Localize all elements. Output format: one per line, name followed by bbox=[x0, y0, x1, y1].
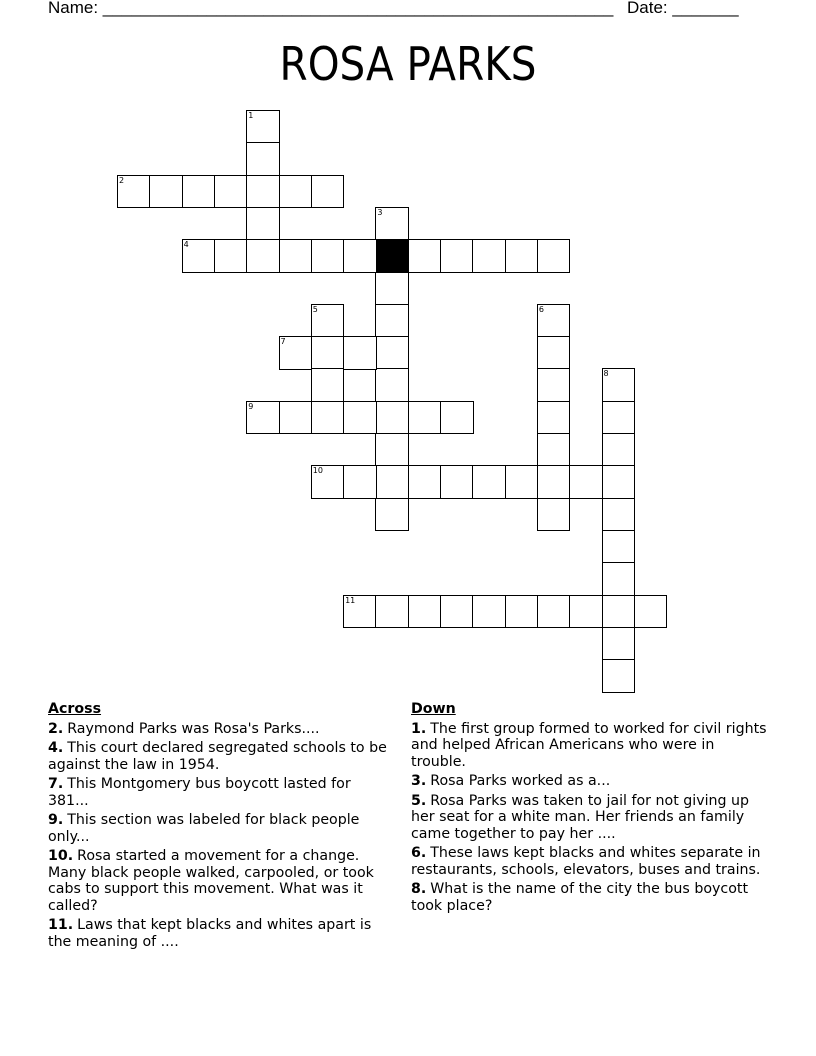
crossword-cell[interactable] bbox=[602, 498, 636, 532]
crossword-cell[interactable] bbox=[505, 595, 539, 629]
clue-number: 3. bbox=[411, 773, 427, 789]
down-heading: Down bbox=[411, 701, 456, 717]
crossword-cell[interactable] bbox=[505, 465, 539, 499]
crossword-cell[interactable] bbox=[602, 659, 636, 693]
blocked-cell bbox=[375, 239, 409, 273]
crossword-cell[interactable] bbox=[408, 465, 442, 499]
crossword-cell[interactable] bbox=[117, 175, 151, 209]
crossword-cell[interactable] bbox=[311, 175, 345, 209]
crossword-cell[interactable] bbox=[602, 433, 636, 467]
cell-number: 3 bbox=[377, 207, 383, 217]
crossword-cell[interactable] bbox=[375, 498, 409, 532]
crossword-cell[interactable] bbox=[279, 401, 313, 435]
across-clue bbox=[48, 721, 393, 738]
across-clue bbox=[48, 917, 393, 950]
crossword-cell[interactable] bbox=[537, 595, 571, 629]
clue-number: 2. bbox=[48, 720, 64, 737]
clue-number: 5. bbox=[411, 792, 427, 809]
across-heading: Across bbox=[48, 701, 102, 717]
crossword-cell[interactable] bbox=[569, 465, 603, 499]
crossword-cell[interactable] bbox=[440, 401, 474, 435]
crossword-cell[interactable] bbox=[182, 239, 216, 273]
across-clue bbox=[48, 740, 393, 773]
clue-number: 9. bbox=[48, 812, 64, 828]
crossword-cell[interactable] bbox=[537, 368, 571, 402]
clue-text: What is the name of the city the bus boycott took place? bbox=[411, 881, 749, 914]
crossword-cell[interactable] bbox=[537, 239, 571, 273]
crossword-cell[interactable] bbox=[311, 336, 345, 370]
down-clue bbox=[411, 793, 771, 843]
clue-text: Rosa Parks was taken to jail for not giving up her seat for a white man. Her friends an family came together to pay her .... bbox=[411, 792, 750, 842]
clue-text: This court declared segregated schools to be against the law in 1954. bbox=[48, 740, 387, 773]
down-clue bbox=[411, 773, 771, 790]
crossword-cell[interactable] bbox=[569, 595, 603, 629]
crossword-cell[interactable] bbox=[279, 239, 313, 273]
crossword-cell[interactable] bbox=[246, 142, 280, 176]
crossword-cell[interactable] bbox=[472, 239, 506, 273]
crossword-cell[interactable] bbox=[246, 239, 280, 273]
crossword-cell[interactable] bbox=[375, 595, 409, 629]
clue-text: This section was labeled for black people only... bbox=[48, 812, 360, 845]
crossword-cell[interactable] bbox=[343, 336, 377, 370]
crossword-cell[interactable] bbox=[311, 401, 345, 435]
crossword-cell[interactable] bbox=[537, 304, 571, 338]
cell-number: 1 bbox=[248, 111, 254, 120]
crossword-cell[interactable] bbox=[634, 595, 668, 629]
clue-text: Rosa started a movement for a change. Many black people walked, carpooled, or took cabs to support this movement. What was it called? bbox=[48, 848, 374, 914]
cell-number: 10 bbox=[312, 466, 323, 476]
crossword-cell[interactable] bbox=[472, 595, 506, 629]
crossword-cell[interactable] bbox=[214, 239, 248, 273]
crossword-cell[interactable] bbox=[375, 368, 409, 402]
crossword-cell[interactable] bbox=[375, 207, 409, 241]
clue-text: This Montgomery bus boycott lasted for 381... bbox=[48, 776, 351, 809]
crossword-cell[interactable] bbox=[505, 239, 539, 273]
crossword-cell[interactable] bbox=[279, 336, 313, 370]
crossword-cell[interactable] bbox=[408, 595, 442, 629]
crossword-cell[interactable] bbox=[182, 175, 216, 209]
crossword-cell[interactable] bbox=[472, 465, 506, 499]
crossword-cell[interactable] bbox=[375, 401, 409, 435]
cell-number: 11 bbox=[345, 595, 356, 605]
crossword-cell[interactable] bbox=[214, 175, 248, 209]
crossword-cell[interactable] bbox=[375, 272, 409, 306]
puzzle-title: ROSA PARKS bbox=[279, 37, 537, 91]
crossword-cell[interactable] bbox=[246, 110, 280, 144]
crossword-cell[interactable] bbox=[440, 465, 474, 499]
crossword-cell[interactable] bbox=[311, 465, 345, 499]
crossword-cell[interactable] bbox=[343, 595, 377, 629]
crossword-cell[interactable] bbox=[343, 239, 377, 273]
clue-number: 10. bbox=[48, 848, 74, 864]
crossword-cell[interactable] bbox=[246, 401, 280, 435]
name-field-label: Name: ______________________________________________________ bbox=[48, 0, 614, 17]
crossword-cell[interactable] bbox=[343, 465, 377, 499]
crossword-cell[interactable] bbox=[602, 368, 636, 402]
down-clue bbox=[411, 845, 771, 878]
crossword-cell[interactable] bbox=[440, 595, 474, 629]
down-clue bbox=[411, 881, 771, 914]
crossword-cell[interactable] bbox=[246, 175, 280, 209]
crossword-cell[interactable] bbox=[375, 433, 409, 467]
crossword-cell[interactable] bbox=[311, 304, 345, 338]
clue-number: 1. bbox=[411, 720, 427, 737]
clue-number: 4. bbox=[48, 740, 64, 756]
across-clue bbox=[48, 812, 393, 845]
across-clue bbox=[48, 848, 393, 914]
clue-text: These laws kept blacks and whites separate in restaurants, schools, elevators, buses and trains. bbox=[411, 845, 761, 878]
down-clue bbox=[411, 721, 771, 771]
clue-number: 11. bbox=[48, 917, 74, 933]
cell-number: 9 bbox=[248, 401, 254, 411]
clue-text: Rosa Parks worked as a... bbox=[430, 773, 611, 789]
clue-number: 7. bbox=[48, 776, 64, 792]
clue-text: Laws that kept blacks and whites apart is the meaning of .... bbox=[48, 917, 372, 950]
cell-number: 4 bbox=[183, 240, 189, 250]
date-field-label: Date: _______ bbox=[627, 0, 739, 17]
cell-number: 5 bbox=[312, 304, 318, 314]
crossword-cell[interactable] bbox=[343, 401, 377, 435]
clue-text: The first group formed to worked for civil rights and helped African Americans who were in trouble. bbox=[411, 720, 767, 770]
crossword-cell[interactable] bbox=[602, 530, 636, 564]
crossword-cell[interactable] bbox=[408, 401, 442, 435]
cell-number: 2 bbox=[119, 175, 125, 185]
crossword-cell[interactable] bbox=[246, 207, 280, 241]
crossword-cell[interactable] bbox=[149, 175, 183, 209]
across-clue bbox=[48, 776, 393, 809]
crossword-cell[interactable] bbox=[537, 401, 571, 435]
crossword-cell[interactable] bbox=[537, 336, 571, 370]
crossword-cell[interactable] bbox=[602, 401, 636, 435]
crossword-cell[interactable] bbox=[602, 595, 636, 629]
cell-number: 7 bbox=[280, 337, 286, 347]
crossword-cell[interactable] bbox=[537, 433, 571, 467]
crossword-cell[interactable] bbox=[279, 175, 313, 209]
cell-number: 8 bbox=[603, 369, 609, 379]
crossword-cell[interactable] bbox=[311, 239, 345, 273]
clue-number: 8. bbox=[411, 881, 427, 897]
crossword-cell[interactable] bbox=[537, 465, 571, 499]
crossword-cell[interactable] bbox=[311, 368, 345, 402]
crossword-cell[interactable] bbox=[375, 336, 409, 370]
crossword-cell[interactable] bbox=[375, 465, 409, 499]
crossword-cell[interactable] bbox=[408, 239, 442, 273]
crossword-cell[interactable] bbox=[537, 498, 571, 532]
down-clues bbox=[411, 701, 771, 917]
cell-number: 6 bbox=[538, 304, 544, 314]
clue-text: Raymond Parks was Rosa's Parks.... bbox=[67, 720, 320, 737]
crossword-cell[interactable] bbox=[602, 465, 636, 499]
clue-number: 6. bbox=[411, 845, 427, 861]
across-clues bbox=[48, 701, 393, 953]
crossword-cell[interactable] bbox=[602, 627, 636, 661]
crossword-cell[interactable] bbox=[440, 239, 474, 273]
crossword-cell[interactable] bbox=[375, 304, 409, 338]
crossword-cell[interactable] bbox=[602, 562, 636, 596]
